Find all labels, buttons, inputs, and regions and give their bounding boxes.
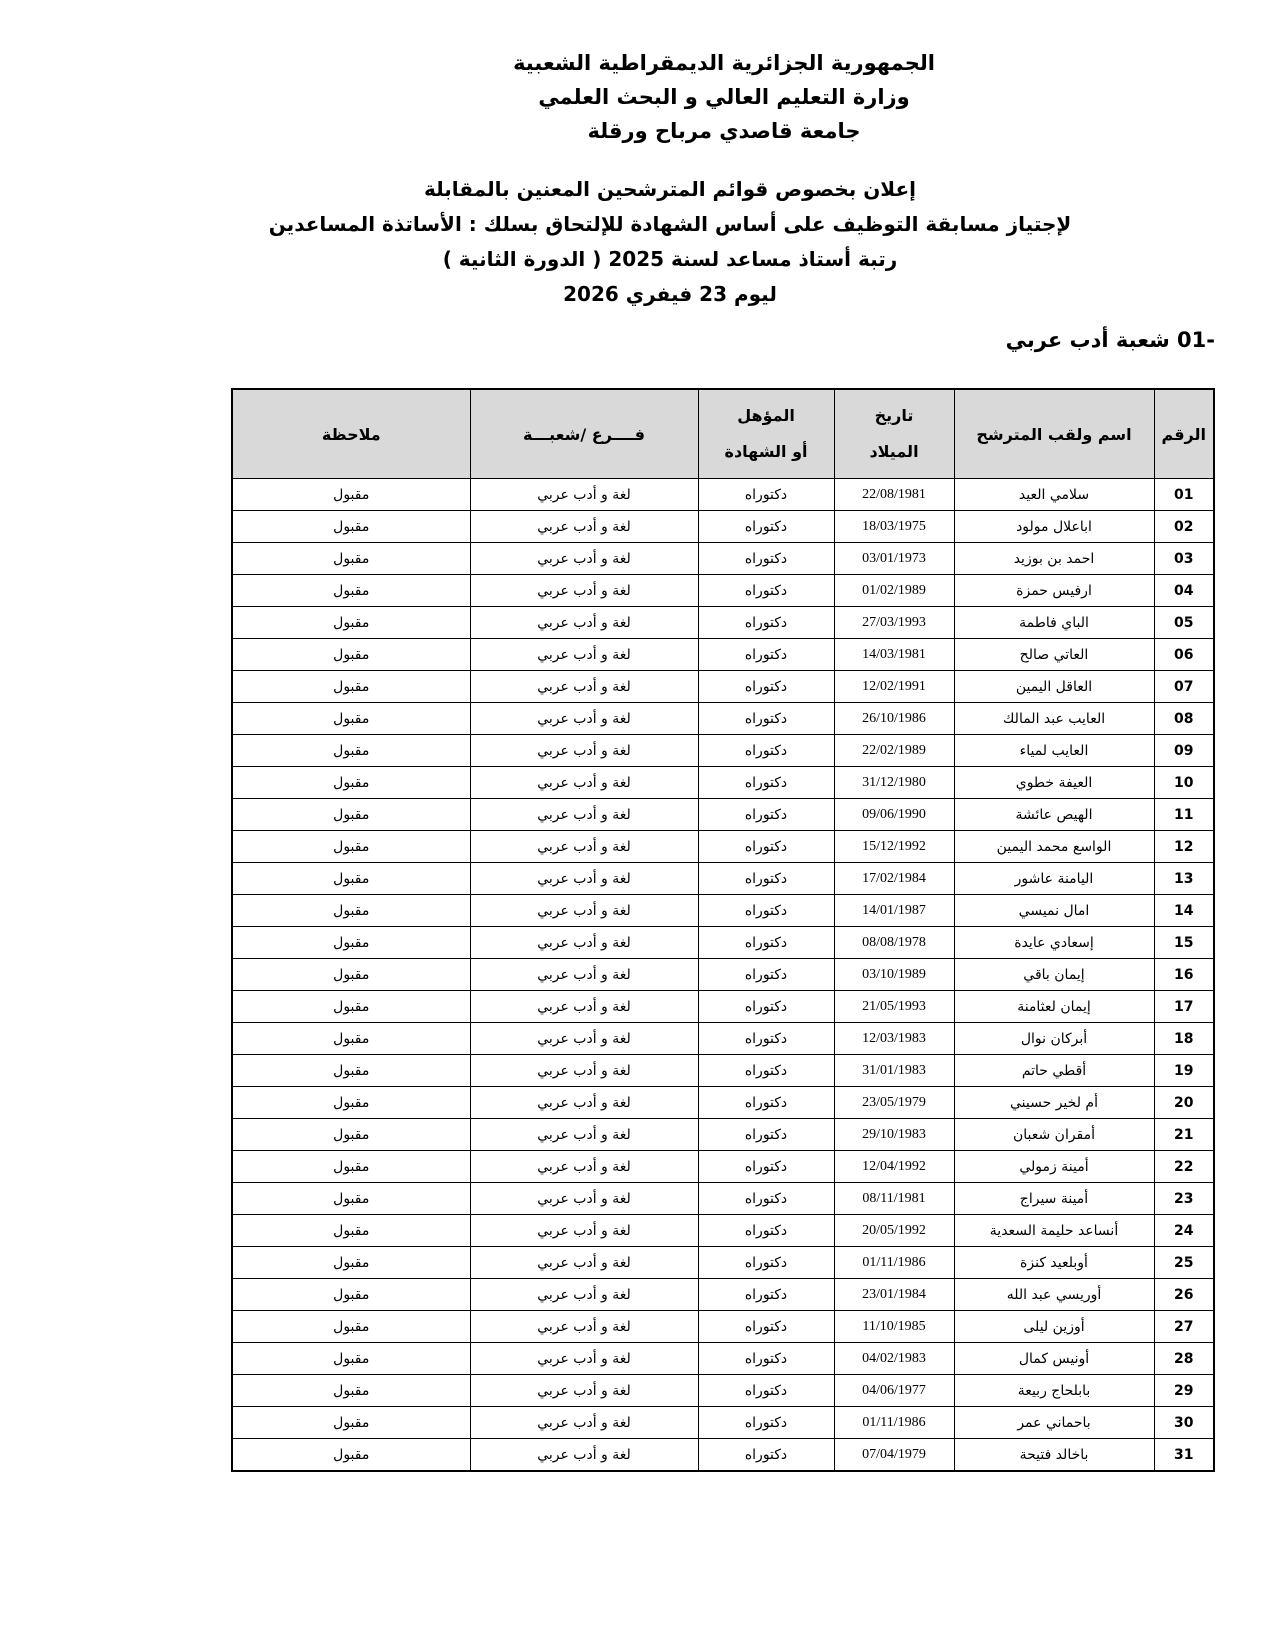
cell-note: مقبول [232,671,470,703]
cell-dob: 22/08/1981 [834,479,954,511]
table-row [232,1151,1214,1183]
cell-branch: لغة و أدب عربي [470,607,698,639]
cell-branch: لغة و أدب عربي [470,959,698,991]
cell-number: 28 [1154,1343,1214,1375]
table-row [232,1215,1214,1247]
table-row [232,1279,1214,1311]
cell-note: مقبول [232,1119,470,1151]
cell-dob: 12/04/1992 [834,1151,954,1183]
table-row [232,1055,1214,1087]
cell-number: 16 [1154,959,1214,991]
cell-note: مقبول [232,639,470,671]
table-row [232,1023,1214,1055]
cell-qualification: دكتوراه [698,1087,834,1119]
cell-note: مقبول [232,863,470,895]
cell-name: أمينة زمولي [954,1151,1154,1183]
candidates-table-wrap [233,388,1215,1472]
table-row [232,959,1214,991]
col-header-dob-line1: تاريخ [874,406,914,425]
candidates-tbody [232,479,1214,1472]
table-header-row [232,389,1214,479]
cell-number: 24 [1154,1215,1214,1247]
cell-number: 21 [1154,1119,1214,1151]
cell-branch: لغة و أدب عربي [470,1375,698,1407]
cell-number: 17 [1154,991,1214,1023]
cell-note: مقبول [232,575,470,607]
cell-branch: لغة و أدب عربي [470,927,698,959]
cell-dob: 11/10/1985 [834,1311,954,1343]
cell-qualification: دكتوراه [698,895,834,927]
cell-number: 08 [1154,703,1214,735]
cell-number: 02 [1154,511,1214,543]
table-row [232,703,1214,735]
cell-dob: 12/03/1983 [834,1023,954,1055]
cell-branch: لغة و أدب عربي [470,1439,698,1472]
cell-name: أوريسي عبد الله [954,1279,1154,1311]
cell-dob: 31/12/1980 [834,767,954,799]
cell-note: مقبول [232,735,470,767]
cell-note: مقبول [232,1215,470,1247]
table-row [232,927,1214,959]
cell-qualification: دكتوراه [698,1119,834,1151]
table-row [232,543,1214,575]
cell-branch: لغة و أدب عربي [470,1183,698,1215]
cell-note: مقبول [232,1311,470,1343]
table-row [232,1343,1214,1375]
cell-qualification: دكتوراه [698,575,834,607]
table-row [232,991,1214,1023]
cell-number: 31 [1154,1439,1214,1472]
cell-number: 13 [1154,863,1214,895]
announcement-line-3: رتبة أستاذ مساعد لسنة 2025 ( الدورة الثانية ) [442,247,898,271]
cell-branch: لغة و أدب عربي [470,1407,698,1439]
org-header [233,46,1215,148]
cell-qualification: دكتوراه [698,799,834,831]
cell-qualification: دكتوراه [698,607,834,639]
table-row [232,1087,1214,1119]
cell-name: أمقران شعبان [954,1119,1154,1151]
cell-dob: 17/02/1984 [834,863,954,895]
section-title [233,328,1215,352]
cell-number: 05 [1154,607,1214,639]
cell-number: 14 [1154,895,1214,927]
cell-qualification: دكتوراه [698,511,834,543]
cell-qualification: دكتوراه [698,671,834,703]
cell-name: أوزين ليلى [954,1311,1154,1343]
cell-note: مقبول [232,1279,470,1311]
cell-qualification: دكتوراه [698,767,834,799]
cell-name: باحماني عمر [954,1407,1154,1439]
table-row [232,511,1214,543]
cell-dob: 09/06/1990 [834,799,954,831]
cell-dob: 07/04/1979 [834,1439,954,1472]
cell-note: مقبول [232,959,470,991]
cell-note: مقبول [232,767,470,799]
cell-name: الواسع محمد اليمين [954,831,1154,863]
announcement-line-4: ليوم 23 فيفري 2026 [563,282,777,306]
cell-number: 01 [1154,479,1214,511]
cell-qualification: دكتوراه [698,1311,834,1343]
cell-number: 30 [1154,1407,1214,1439]
cell-qualification: دكتوراه [698,1023,834,1055]
cell-dob: 29/10/1983 [834,1119,954,1151]
cell-number: 20 [1154,1087,1214,1119]
cell-qualification: دكتوراه [698,735,834,767]
table-row [232,1119,1214,1151]
col-header-branch: فــــرع /شعبـــة [470,389,698,479]
table-row [232,1439,1214,1472]
cell-dob: 03/10/1989 [834,959,954,991]
cell-branch: لغة و أدب عربي [470,1215,698,1247]
cell-dob: 22/02/1989 [834,735,954,767]
col-header-qualification-line2: أو الشهادة [724,442,808,461]
cell-dob: 14/03/1981 [834,639,954,671]
cell-branch: لغة و أدب عربي [470,511,698,543]
cell-branch: لغة و أدب عربي [470,543,698,575]
cell-qualification: دكتوراه [698,959,834,991]
cell-name: العايب لمياء [954,735,1154,767]
cell-dob: 04/06/1977 [834,1375,954,1407]
cell-branch: لغة و أدب عربي [470,1023,698,1055]
cell-name: اليامنة عاشور [954,863,1154,895]
cell-number: 22 [1154,1151,1214,1183]
cell-number: 29 [1154,1375,1214,1407]
table-row [232,1407,1214,1439]
cell-name: احمد بن بوزيد [954,543,1154,575]
cell-number: 23 [1154,1183,1214,1215]
cell-name: العايب عبد المالك [954,703,1154,735]
cell-qualification: دكتوراه [698,1343,834,1375]
table-row [232,671,1214,703]
table-row [232,735,1214,767]
cell-name: بابلحاج ربيعة [954,1375,1154,1407]
cell-branch: لغة و أدب عربي [470,639,698,671]
cell-number: 26 [1154,1279,1214,1311]
cell-dob: 01/02/1989 [834,575,954,607]
cell-number: 18 [1154,1023,1214,1055]
table-row [232,895,1214,927]
cell-dob: 14/01/1987 [834,895,954,927]
cell-qualification: دكتوراه [698,1279,834,1311]
cell-branch: لغة و أدب عربي [470,1119,698,1151]
cell-number: 06 [1154,639,1214,671]
cell-dob: 01/11/1986 [834,1247,954,1279]
cell-branch: لغة و أدب عربي [470,1087,698,1119]
cell-branch: لغة و أدب عربي [470,671,698,703]
cell-qualification: دكتوراه [698,1247,834,1279]
cell-dob: 01/11/1986 [834,1407,954,1439]
cell-branch: لغة و أدب عربي [470,575,698,607]
announcement [120,172,1220,312]
cell-branch: لغة و أدب عربي [470,735,698,767]
table-row [232,639,1214,671]
cell-qualification: دكتوراه [698,1055,834,1087]
cell-number: 15 [1154,927,1214,959]
cell-number: 19 [1154,1055,1214,1087]
cell-dob: 27/03/1993 [834,607,954,639]
cell-qualification: دكتوراه [698,1407,834,1439]
table-row [232,1375,1214,1407]
cell-qualification: دكتوراه [698,831,834,863]
cell-name: العاتي صالح [954,639,1154,671]
cell-branch: لغة و أدب عربي [470,1247,698,1279]
cell-qualification: دكتوراه [698,543,834,575]
cell-note: مقبول [232,703,470,735]
cell-dob: 08/08/1978 [834,927,954,959]
cell-number: 03 [1154,543,1214,575]
cell-branch: لغة و أدب عربي [470,895,698,927]
cell-name: باخالد فتيحة [954,1439,1154,1472]
col-header-note: ملاحظة [232,389,470,479]
cell-branch: لغة و أدب عربي [470,479,698,511]
cell-name: أونيس كمال [954,1343,1154,1375]
cell-branch: لغة و أدب عربي [470,1151,698,1183]
cell-note: مقبول [232,895,470,927]
table-row [232,863,1214,895]
cell-dob: 23/01/1984 [834,1279,954,1311]
col-header-name: اسم ولقب المترشح [954,389,1154,479]
cell-qualification: دكتوراه [698,1151,834,1183]
cell-qualification: دكتوراه [698,703,834,735]
cell-branch: لغة و أدب عربي [470,703,698,735]
cell-name: العيفة خطوي [954,767,1154,799]
table-row [232,767,1214,799]
table-row [232,607,1214,639]
cell-qualification: دكتوراه [698,479,834,511]
cell-name: أبركان نوال [954,1023,1154,1055]
section-title-text: شعبة أدب عربي [1005,328,1170,352]
cell-note: مقبول [232,1343,470,1375]
cell-dob: 20/05/1992 [834,1215,954,1247]
cell-name: العاقل اليمين [954,671,1154,703]
cell-note: مقبول [232,799,470,831]
cell-name: الهيص عائشة [954,799,1154,831]
cell-note: مقبول [232,1055,470,1087]
cell-qualification: دكتوراه [698,1183,834,1215]
table-row [232,831,1214,863]
cell-number: 04 [1154,575,1214,607]
cell-branch: لغة و أدب عربي [470,799,698,831]
cell-name: إسعادي عايدة [954,927,1154,959]
cell-note: مقبول [232,1023,470,1055]
cell-dob: 12/02/1991 [834,671,954,703]
cell-note: مقبول [232,991,470,1023]
announcement-line-2: لإجتياز مسابقة التوظيف على أساس الشهادة للإلتحاق بسلك : الأساتذة المساعدين [268,212,1072,236]
cell-branch: لغة و أدب عربي [470,1311,698,1343]
cell-name: ارفيس حمزة [954,575,1154,607]
cell-dob: 08/11/1981 [834,1183,954,1215]
col-header-dob [834,389,954,479]
cell-note: مقبول [232,1247,470,1279]
table-row [232,799,1214,831]
cell-note: مقبول [232,479,470,511]
cell-dob: 23/05/1979 [834,1087,954,1119]
cell-note: مقبول [232,1407,470,1439]
cell-branch: لغة و أدب عربي [470,1055,698,1087]
cell-name: إيمان باقي [954,959,1154,991]
cell-name: امال نميسي [954,895,1154,927]
table-row [232,1247,1214,1279]
cell-note: مقبول [232,1183,470,1215]
cell-name: أقطي حاتم [954,1055,1154,1087]
cell-number: 07 [1154,671,1214,703]
cell-branch: لغة و أدب عربي [470,831,698,863]
col-header-qualification [698,389,834,479]
cell-number: 11 [1154,799,1214,831]
cell-branch: لغة و أدب عربي [470,991,698,1023]
cell-note: مقبول [232,543,470,575]
cell-qualification: دكتوراه [698,863,834,895]
cell-branch: لغة و أدب عربي [470,863,698,895]
cell-note: مقبول [232,831,470,863]
cell-number: 09 [1154,735,1214,767]
cell-dob: 18/03/1975 [834,511,954,543]
cell-name: أنساعد حليمة السعدية [954,1215,1154,1247]
cell-note: مقبول [232,511,470,543]
cell-qualification: دكتوراه [698,639,834,671]
cell-dob: 03/01/1973 [834,543,954,575]
col-header-qualification-line1: المؤهل [737,406,795,425]
cell-name: إيمان لعثامنة [954,991,1154,1023]
section-number: 01- [1177,328,1215,352]
cell-name: أمينة سيراج [954,1183,1154,1215]
announcement-line-1: إعلان بخصوص قوائم المترشحين المعنين بالمقابلة [423,177,916,201]
cell-qualification: دكتوراه [698,991,834,1023]
table-row [232,1311,1214,1343]
cell-name: اباعلال مولود [954,511,1154,543]
cell-note: مقبول [232,607,470,639]
cell-name: أوبلعيد كنزة [954,1247,1154,1279]
cell-branch: لغة و أدب عربي [470,1343,698,1375]
cell-note: مقبول [232,1151,470,1183]
org-line-university: جامعة قاصدي مرباح ورقلة [587,119,861,143]
col-header-number: الرقم [1154,389,1214,479]
org-line-republic: الجمهورية الجزائرية الديمقراطية الشعبية [513,51,935,75]
col-header-dob-line2: الميلاد [869,442,919,461]
cell-dob: 26/10/1986 [834,703,954,735]
cell-number: 25 [1154,1247,1214,1279]
cell-qualification: دكتوراه [698,1375,834,1407]
cell-qualification: دكتوراه [698,927,834,959]
cell-number: 10 [1154,767,1214,799]
cell-qualification: دكتوراه [698,1439,834,1472]
cell-dob: 15/12/1992 [834,831,954,863]
cell-dob: 04/02/1983 [834,1343,954,1375]
table-row [232,1183,1214,1215]
cell-dob: 21/05/1993 [834,991,954,1023]
org-line-ministry: وزارة التعليم العالي و البحث العلمي [538,85,910,109]
cell-qualification: دكتوراه [698,1215,834,1247]
candidates-table [231,388,1215,1472]
cell-number: 27 [1154,1311,1214,1343]
cell-name: الباي فاطمة [954,607,1154,639]
cell-note: مقبول [232,1439,470,1472]
table-row [232,479,1214,511]
table-row [232,575,1214,607]
cell-branch: لغة و أدب عربي [470,1279,698,1311]
cell-name: سلامي العيد [954,479,1154,511]
cell-note: مقبول [232,927,470,959]
cell-name: أم لخير حسيني [954,1087,1154,1119]
section-title-inner [951,328,1215,352]
cell-note: مقبول [232,1375,470,1407]
cell-dob: 31/01/1983 [834,1055,954,1087]
cell-branch: لغة و أدب عربي [470,767,698,799]
cell-number: 12 [1154,831,1214,863]
cell-note: مقبول [232,1087,470,1119]
